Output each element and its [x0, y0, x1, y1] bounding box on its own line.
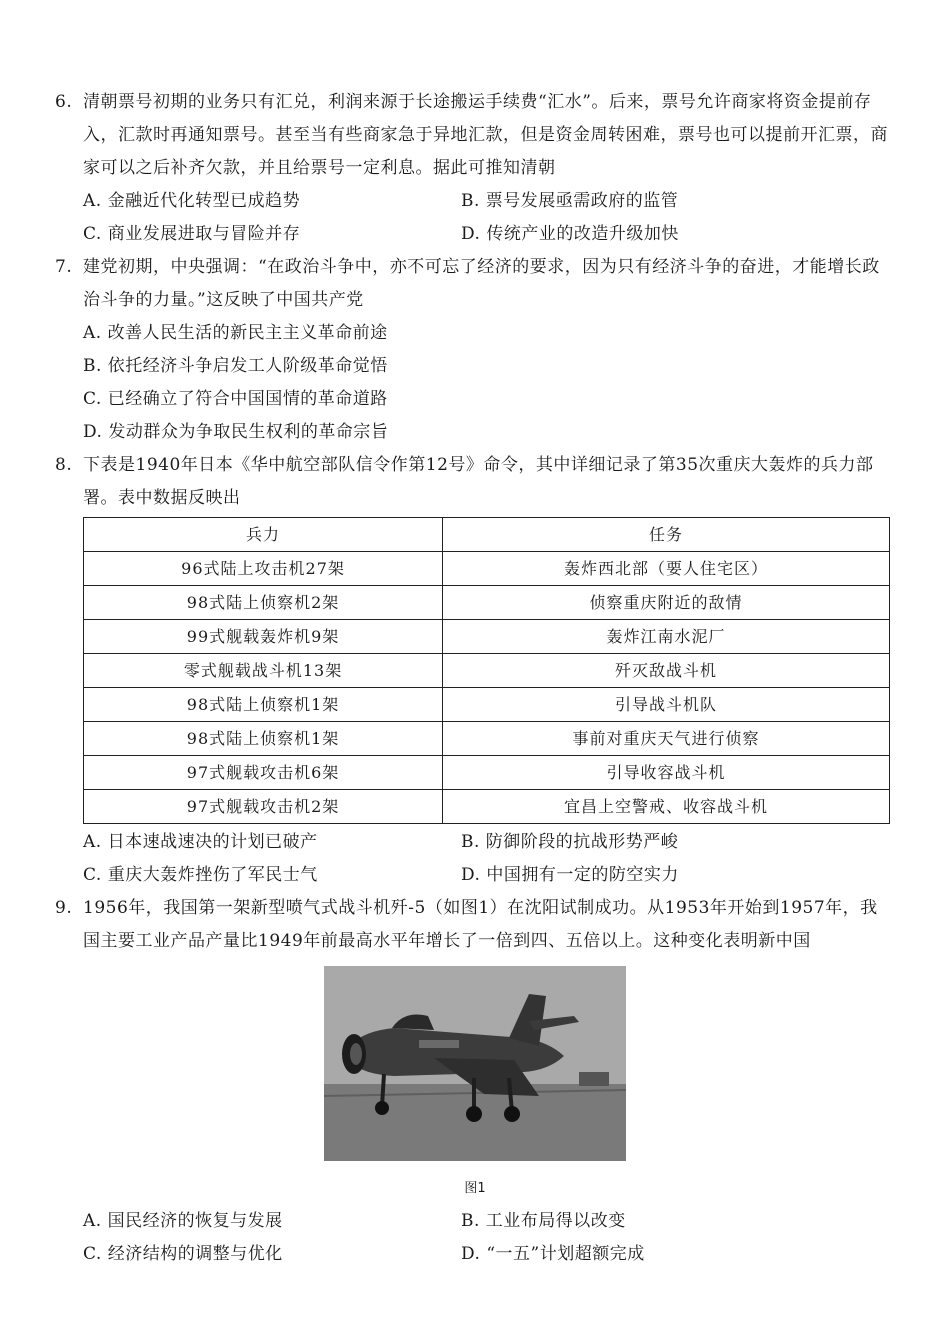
option-d[interactable]: D. 中国拥有一定的防空实力 — [461, 865, 679, 885]
question-number: 7. — [55, 257, 73, 277]
question-stem — [55, 449, 895, 515]
table-row — [84, 756, 890, 790]
options — [55, 317, 895, 449]
table-cell: 98式陆上侦察机2架 — [84, 586, 443, 620]
figure-1 — [55, 966, 895, 1199]
force-table-wrapper — [55, 517, 895, 824]
option-c[interactable]: C. 重庆大轰炸挫伤了军民士气 — [83, 865, 318, 885]
jet-fighter-photo — [324, 966, 626, 1161]
question-stem — [55, 251, 895, 317]
options — [55, 1205, 895, 1271]
option-b[interactable]: B. 票号发展亟需政府的监管 — [461, 191, 679, 211]
table-cell: 99式舰载轰炸机9架 — [84, 620, 443, 654]
table-cell: 事前对重庆天气进行侦察 — [443, 722, 890, 756]
table-cell: 零式舰载战斗机13架 — [84, 654, 443, 688]
table-cell: 侦察重庆附近的敌情 — [443, 586, 890, 620]
option-d[interactable]: D. “一五”计划超额完成 — [461, 1244, 645, 1264]
question-text: 1956年，我国第一架新型喷气式战斗机歼-5（如图1）在沈阳试制成功。从1953年开始到1957年，我国主要工业产品产量比1949年前最高水平年增长了一倍到四、五倍以上。这种变化表明新中国 — [83, 898, 878, 951]
table-cell: 引导收容战斗机 — [443, 756, 890, 790]
table-cell: 98式陆上侦察机1架 — [84, 722, 443, 756]
table-header-cell: 兵力 — [84, 518, 443, 552]
options — [55, 185, 895, 251]
option-d[interactable]: D. 传统产业的改造升级加快 — [461, 224, 679, 244]
option-b[interactable]: B. 工业布局得以改变 — [461, 1211, 626, 1231]
table-row — [84, 552, 890, 586]
question-stem — [55, 892, 895, 958]
table-header-row — [84, 518, 890, 552]
option-a[interactable]: A. 改善人民生活的新民主主义革命前途 — [83, 323, 388, 343]
question-text: 建党初期，中央强调：“在政治斗争中，亦不可忘了经济的要求，因为只有经济斗争的奋进，才能增长政治斗争的力量。”这反映了中国共产党 — [83, 257, 880, 310]
table-header-cell: 任务 — [443, 518, 890, 552]
table-cell: 引导战斗机队 — [443, 688, 890, 722]
force-deployment-table — [83, 517, 890, 824]
exam-page — [55, 86, 895, 1271]
option-c[interactable]: C. 经济结构的调整与优化 — [83, 1244, 283, 1264]
option-a[interactable]: A. 国民经济的恢复与发展 — [83, 1211, 283, 1231]
table-cell: 歼灭敌战斗机 — [443, 654, 890, 688]
table-cell: 97式舰载攻击机6架 — [84, 756, 443, 790]
question-stem — [55, 86, 895, 185]
option-b[interactable]: B. 依托经济斗争启发工人阶级革命觉悟 — [83, 356, 388, 376]
table-row — [84, 790, 890, 824]
option-c[interactable]: C. 商业发展进取与冒险并存 — [83, 224, 301, 244]
jet-fighter-illustration — [324, 966, 626, 1161]
table-row — [84, 722, 890, 756]
question-number: 6. — [55, 92, 73, 112]
question-text: 清朝票号初期的业务只有汇兑，利润来源于长途搬运手续费“汇水”。后来，票号允许商家将资金提前存入，汇款时再通知票号。甚至当有些商家急于异地汇款，但是资金周转困难，票号也可以提前开汇票，商家可以之后补齐欠款，并且给票号一定利息。据此可推知清朝 — [83, 92, 888, 178]
option-a[interactable]: A. 金融近代化转型已成趋势 — [83, 191, 301, 211]
table-row — [84, 688, 890, 722]
table-cell: 98式陆上侦察机1架 — [84, 688, 443, 722]
options — [55, 826, 895, 892]
option-d[interactable]: D. 发动群众为争取民生权利的革命宗旨 — [83, 422, 389, 442]
table-cell: 97式舰载攻击机2架 — [84, 790, 443, 824]
table-cell: 宜昌上空警戒、收容战斗机 — [443, 790, 890, 824]
figure-caption: 图1 — [464, 1181, 486, 1196]
option-b[interactable]: B. 防御阶段的抗战形势严峻 — [461, 832, 679, 852]
table-row — [84, 620, 890, 654]
question-9 — [55, 892, 895, 1271]
question-number: 8. — [55, 455, 73, 475]
table-cell: 轰炸江南水泥厂 — [443, 620, 890, 654]
option-c[interactable]: C. 已经确立了符合中国国情的革命道路 — [83, 389, 388, 409]
question-number: 9. — [55, 898, 73, 918]
question-8 — [55, 449, 895, 892]
table-cell: 轰炸西北部（要人住宅区） — [443, 552, 890, 586]
question-6 — [55, 86, 895, 251]
table-row — [84, 586, 890, 620]
option-a[interactable]: A. 日本速战速决的计划已破产 — [83, 832, 318, 852]
table-cell: 96式陆上攻击机27架 — [84, 552, 443, 586]
question-7 — [55, 251, 895, 449]
question-text: 下表是1940年日本《华中航空部队信令作第12号》命令，其中详细记录了第35次重庆大轰炸的兵力部署。表中数据反映出 — [83, 455, 874, 508]
table-row — [84, 654, 890, 688]
